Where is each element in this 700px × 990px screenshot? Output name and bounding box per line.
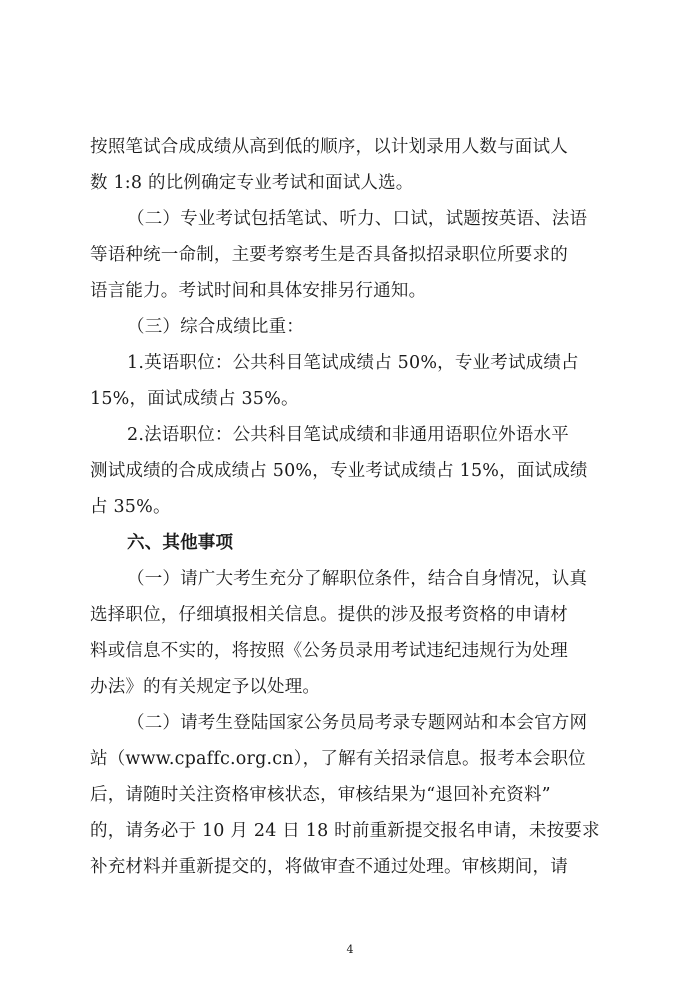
text-line: 补充材料并重新提交的，将做审查不通过处理。审核期间，请 xyxy=(90,857,568,877)
text-line: （二）专业考试包括笔试、听力、口试，试题按英语、法语 xyxy=(127,209,588,229)
text-line: 办法》的有关规定予以处理。 xyxy=(90,677,321,697)
text-line: 语言能力。考试时间和具体安排另行通知。 xyxy=(90,281,427,301)
text-line: 按照笔试合成成绩从高到低的顺序，以计划录用人数与面试人 xyxy=(90,137,568,157)
text-line: 2.法语职位：公共科目笔试成绩和非通用语职位外语水平 xyxy=(127,425,569,445)
text-line: （三）综合成绩比重： xyxy=(127,317,304,337)
text-line: 测试成绩的合成成绩占 50%，专业考试成绩占 15%，面试成绩 xyxy=(90,461,588,481)
text-line: 的，请务必于 10 月 24 日 18 时前重新提交报名申请，未按要求 xyxy=(90,821,600,841)
text-line: （二）请考生登陆国家公务员局考录专题网站和本会官方网 xyxy=(127,713,588,733)
page-number: 4 xyxy=(346,943,354,956)
section-heading: 六、其他事项 xyxy=(127,533,234,553)
text-line: 后，请随时关注资格审核状态，审核结果为“退回补充资料” xyxy=(90,785,551,805)
text-line: 占 35%。 xyxy=(90,497,171,517)
text-line: 选择职位，仔细填报相关信息。提供的涉及报考资格的申请材 xyxy=(90,605,568,625)
text-line: 1.英语职位：公共科目笔试成绩占 50%，专业考试成绩占 xyxy=(127,353,579,373)
text-line: 等语种统一命制，主要考察考生是否具备拟招录职位所要求的 xyxy=(90,245,568,265)
text-line: 料或信息不实的，将按照《公务员录用考试违纪违规行为处理 xyxy=(90,641,568,661)
text-line: 15%，面试成绩占 35%。 xyxy=(90,389,299,409)
text-line: 数 1:8 的比例确定专业考试和面试人选。 xyxy=(90,173,414,193)
text-line: 站（www.cpaffc.org.cn），了解有关招录信息。报考本会职位 xyxy=(90,749,586,769)
text-line: （一）请广大考生充分了解职位条件，结合自身情况，认真 xyxy=(127,569,588,589)
